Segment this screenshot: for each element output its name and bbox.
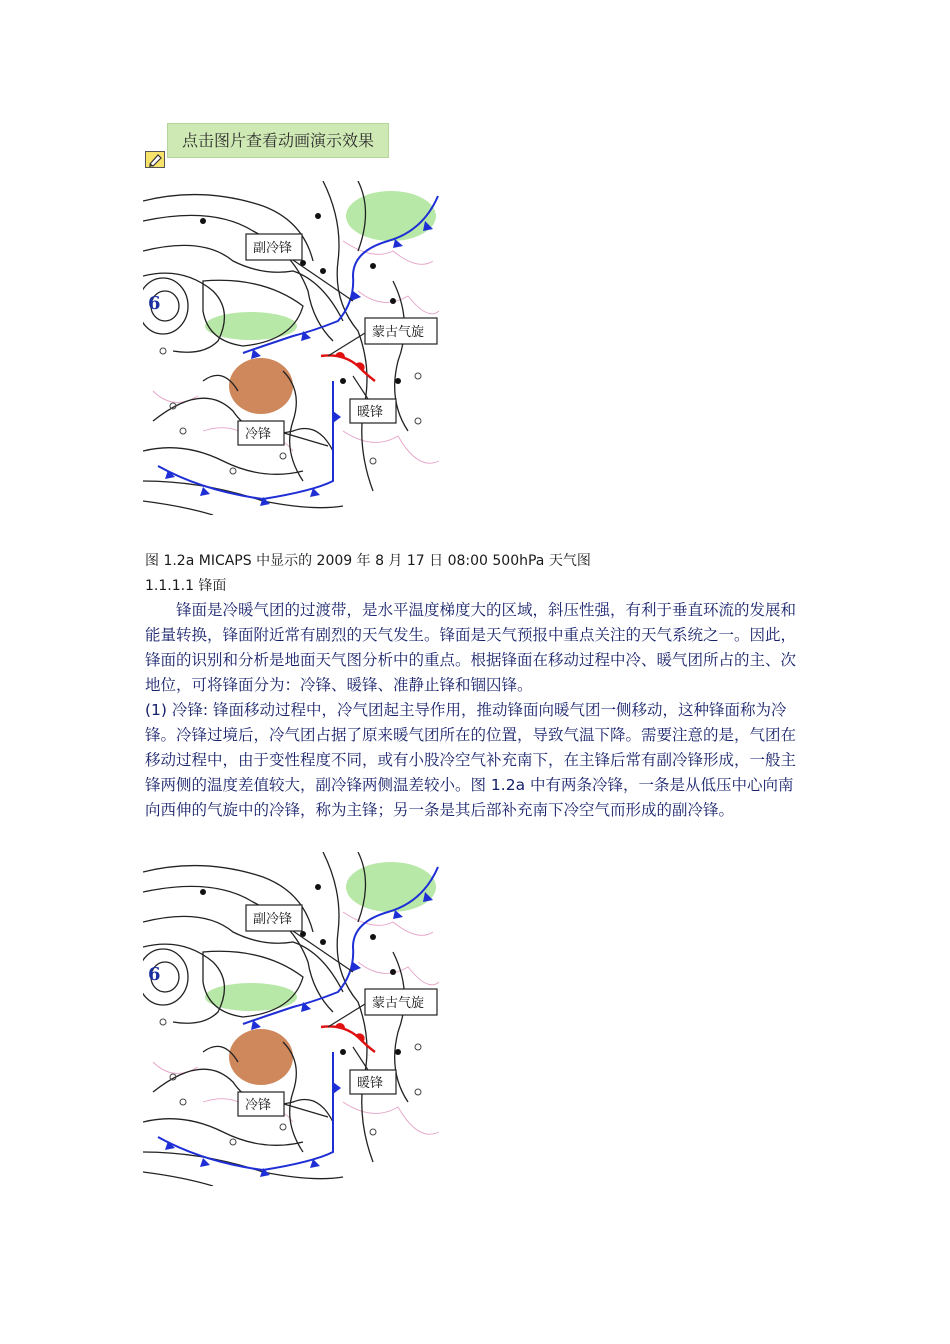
svg-text:蒙古气旋: 蒙古气旋 [372, 325, 425, 340]
weather-map[interactable] [143, 181, 441, 515]
figure-caption: 图 1.2a MICAPS 中显示的 2009 年 8 月 17 日 08:00 500hPa 天气图 [145, 553, 591, 569]
svg-text:副冷锋: 副冷锋 [253, 912, 293, 927]
cold-air-area [205, 983, 297, 1011]
paragraph-cold-front: (1) 冷锋: 锋面移动过程中，冷气团起主导作用，推动锋面向暖气团一侧移动，这种锋面称为冷锋。冷锋过境后，冷气团占据了原来暖气团所在的位置，导致气温下降。需要注意的是，气团在移动过程中，由于变性程度不同，或有小股冷空气补充南下，在主锋后常有副冷锋形成，一般主锋两侧的温度差值较大，副冷锋两侧温差较小。图 1.2a 中有两条冷锋，一条是从低压中心向南向西伸的气旋中的冷锋，称为主锋；另一条是其后部补充南下冷空气而形成的副冷锋。 [145, 701, 797, 819]
warm-air-area [229, 1029, 293, 1085]
cold-air-area [205, 312, 297, 340]
svg-text:暖锋: 暖锋 [357, 1076, 384, 1091]
svg-text:冷锋: 冷锋 [245, 1098, 272, 1113]
weather-map[interactable] [143, 852, 441, 1186]
svg-text:蒙古气旋: 蒙古气旋 [372, 996, 425, 1011]
warm-air-area [229, 358, 293, 414]
pencil-edit-icon[interactable] [145, 151, 165, 168]
animation-tooltip[interactable]: 点击图片查看动画演示效果 [167, 123, 389, 158]
svg-text:暖锋: 暖锋 [357, 405, 384, 420]
section-heading: 1.1.1.1 锋面 [145, 578, 227, 594]
svg-text:冷锋: 冷锋 [245, 427, 272, 442]
low-center-label: 6 [148, 293, 161, 314]
low-center-label: 6 [148, 964, 161, 985]
paragraph-front-definition: 锋面是冷暖气团的过渡带，是水平温度梯度大的区域，斜压性强，有利于垂直环流的发展和能量转换，锋面附近常有剧烈的天气发生。锋面是天气预报中重点关注的天气系统之一。因此，锋面的识别和分析是地面天气图分析中的重点。根据锋面在移动过程中冷、暖气团所占的主、次地位，可将锋面分为：冷锋、暖锋、准静止锋和锢囚锋。 [145, 601, 797, 694]
svg-text:副冷锋: 副冷锋 [253, 241, 293, 256]
cold-air-area [346, 862, 436, 912]
cold-air-area [346, 191, 436, 241]
